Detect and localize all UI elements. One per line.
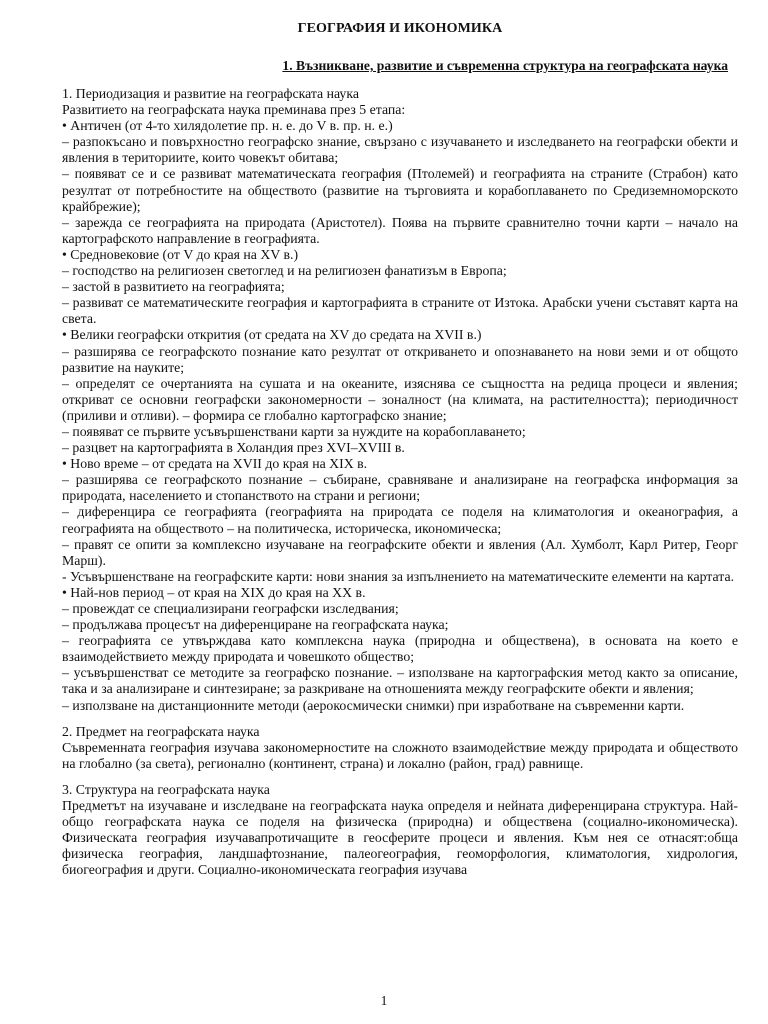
paragraph: Развитието на географската наука преминава през 5 етапа: (62, 102, 406, 118)
document-page (62, 20, 738, 879)
page-number: 1 (380, 993, 388, 1008)
paragraph: – господство на религиозен светоглед и на религиозен фанатизъм в Европа; (62, 263, 507, 279)
paragraph: – използване на дистанционните методи (аерокосмически снимки) при изработване на съвременни карти. (62, 697, 685, 713)
bullet-heading: • Най-нов период – от края на XIX до края на XX в. (62, 584, 366, 600)
subsection-heading: 1. Периодизация и развитие на географската наука (62, 86, 359, 101)
bullet-heading: • Средновековие (от V до края на XV в.) (62, 246, 299, 262)
paragraph: Съвременната география изучава закономерностите на сложното взаимодействие между природата и обществото на глобално (за света), регионално (континент, страна) и локално (район, град) равнище. (62, 739, 738, 771)
paragraph: – разширява се географското познание – събиране, сравняване и анализиране на географска информация за природата, населението и стопанството на страни и региони; (62, 472, 738, 504)
spacer (62, 714, 738, 724)
bullet-heading: • Античен (от 4-то хилядолетие пр. н. е. до V в. пр. н. е.) (62, 118, 393, 134)
paragraph: – разпокъсано и повърхностно географско знание, свързано с изучаването и изследването на географски обекти и явления в териториите, които човекът обитава; (62, 134, 738, 166)
paragraph: – появяват се първите усъвършенствани карти за нуждите на корабоплаването; (62, 423, 526, 439)
paragraph: – зарежда се географията на природата (Аристотел). Поява на първите сравнително точни карти – начало на картографското направление в географията. (62, 214, 738, 246)
paragraph: – застой в развитието на географията; (62, 279, 285, 295)
paragraph: Предметът на изучаване и изследване на географската наука определя и нейната диференцирана структура. Най-общо географската наука се поделя на физическа (природна) и обществена (социално-икономическа). Физическата география изучавапротичащите в геосферите процеси и явления. Към нея се отнасят:обща физическа география, ландшафтознание, палеогеография, геоморфология, климатология, хидрология, биогеография и други. Социално-икономическата география изучава (62, 798, 738, 878)
document-title: ГЕОГРАФИЯ И ИКОНОМИКА (297, 21, 503, 36)
paragraph: – усъвършенстват се методите за географско познание. – използване на картографския метод както за описание, така и за анализиране и синтезиране; за разкриване на отношенията между географските обекти и явления; (62, 665, 738, 697)
paragraph: – провеждат се специализирани географски изследвания; (62, 601, 399, 616)
paragraph: – определят се очертанията на сушата и на океаните, изяснява се същността на редица процеси и явления; откриват се основни географски закономерности – зоналност (на климата, на растителността); периодичност (приливи и отливи). – формира се глобално картографско знание; (62, 375, 738, 423)
bullet-heading: • Велики географски открития (от средата на XV до средата на XVII в.) (62, 327, 482, 343)
paragraph: – развиват се математическите география и картографията в страните от Изтока. Арабски учени съставят карта на света. (62, 295, 738, 327)
paragraph: – диференцира се географията (географията на природата се поделя на климатология и океанография, а географията на обществото – на политическа, историческа, икономическа; (62, 504, 738, 536)
paragraph: – географията се утвърждава като комплексна наука (природна и обществена), в основата на което е взаимодействието между природата и човешкото общество; (62, 633, 738, 665)
paragraph: – разширява се географското познание като резултат от откриването и опознаването на нови земи и от общото развитие на науките; (62, 343, 738, 375)
spacer (62, 772, 738, 782)
paragraph: – правят се опити за комплексно изучаване на географските обекти и явления (Ал. Хумболт, Карл Ритер, Георг Марш). (62, 536, 738, 568)
section-heading: 1. Възникване, развитие и съвременна структура на географската наука (282, 58, 728, 73)
paragraph: - Усъвършенстване на географските карти: нови знания за изпълнението на математическите елементи на картата. (62, 568, 735, 584)
subsection-heading: 3. Структура на географската наука (62, 781, 270, 797)
paragraph: – разцвет на картографията в Холандия през XVI–XVIII в. (62, 440, 405, 456)
bullet-heading: • Ново време – от средата на XVII до края на XIX в. (62, 456, 368, 472)
subsection-heading: 2. Предмет на географската наука (62, 723, 260, 739)
paragraph: – появяват се и се развиват математическата география (Птолемей) и географията на страните (Страбон) като резултат от потребностите на обществото (развитие на търговията и корабоплаването по Средиземноморското крайбрежие); (62, 166, 738, 214)
paragraph: – продължава процесът на диференциране на географската наука; (62, 617, 449, 633)
